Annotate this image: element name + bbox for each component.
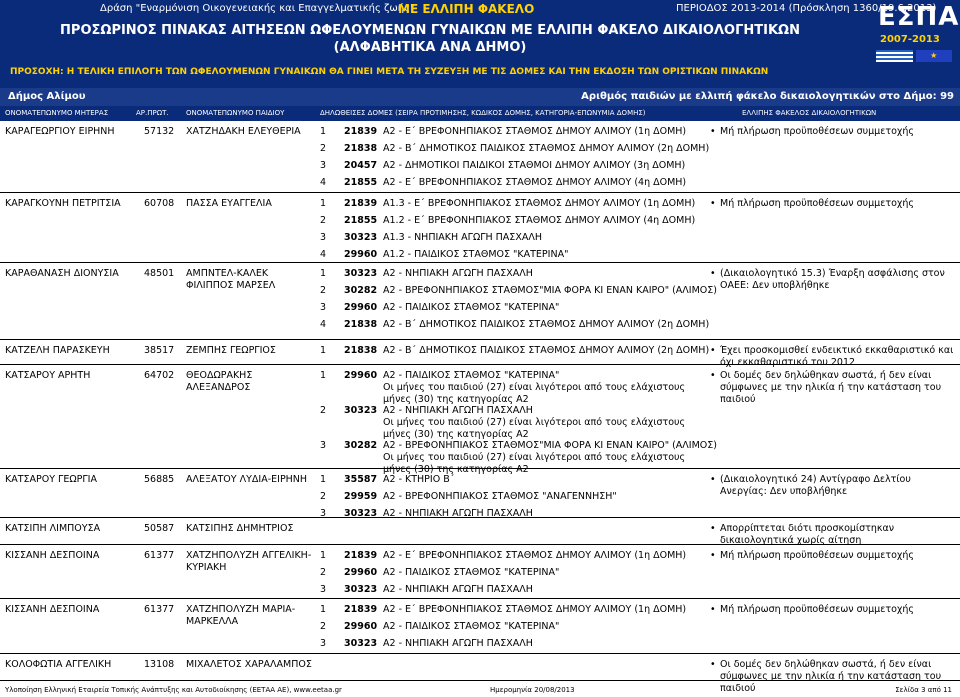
- structure-name: Α2 - ΠΑΙΔΙΚΟΣ ΣΤΑΘΜΟΣ "ΚΑΤΕΡΙΝΑ": [383, 370, 560, 381]
- child-name: ΚΑΤΣΙΠΗΣ ΔΗΜΗΤΡΙΟΣ: [186, 523, 294, 534]
- preference-number: 4: [320, 177, 327, 188]
- child-name: ΜΙΧΑΛΕΤΟΣ ΧΑΡΑΛΑΜΠΟΣ: [186, 659, 312, 670]
- table-row: [0, 365, 960, 475]
- espa-logo: [870, 2, 960, 66]
- mother-name: ΚΙΣΣΑΝΗ ΔΕΣΠΟΙΝΑ: [5, 604, 100, 615]
- structure-code: 21839: [344, 198, 378, 209]
- structure-name: Α2 - ΠΑΙΔΙΚΟΣ ΣΤΑΘΜΟΣ "ΚΑΤΕΡΙΝΑ": [383, 567, 560, 578]
- structure-code: 29960: [344, 621, 378, 632]
- structure-option: [0, 638, 710, 654]
- protocol-number: 60708: [144, 198, 175, 209]
- preference-number: 1: [320, 474, 327, 485]
- mother-name: ΚΑΤΣΑΡΟΥ ΑΡΗΤΗ: [5, 370, 91, 381]
- structure-code: 29960: [344, 249, 378, 260]
- structure-option: [0, 285, 717, 301]
- structure-option: [0, 319, 710, 335]
- header-banner: [0, 0, 960, 88]
- table-row: [0, 469, 960, 518]
- footer: [0, 682, 960, 697]
- preference-number: 4: [320, 319, 327, 330]
- preference-number: 1: [320, 345, 327, 356]
- protocol-number: 56885: [144, 474, 175, 485]
- structure-option: [0, 567, 710, 583]
- preference-number: 3: [320, 232, 327, 243]
- structure-name: Α2 - Β΄ ΔΗΜΟΤΙΚΟΣ ΠΑΙΔΙΚΟΣ ΣΤΑΘΜΟΣ ΔΗΜΟΥ ΑΛΙΜΟΥ (2η ΔΟΜΗ): [383, 319, 710, 330]
- footer-implementer: Υλοποίηση Ελληνική Εταιρεία Τοπικής Ανάπτυξης και Αυτοδιοίκησης (ΕΕΤΑΑ ΑΕ), www.eetaa.gr: [5, 686, 342, 694]
- child-name: ΑΜΠΝΤΕΛ-ΚΑΛΕΚ ΦΙΛΙΠΠΟΣ ΜΑΡΣΕΛ: [186, 268, 276, 291]
- preference-number: 2: [320, 405, 327, 416]
- structure-code: 29960: [344, 567, 378, 578]
- structure-name: Α1.3 - Ε΄ ΒΡΕΦΟΝΗΠΙΑΚΟΣ ΣΤΑΘΜΟΣ ΔΗΜΟΥ ΑΛΙΜΟΥ (1η ΔΟΜΗ): [383, 198, 696, 209]
- missing-documents: [710, 604, 958, 616]
- bullet-icon: •: [710, 198, 716, 209]
- col-protocol: ΑΡ.ΠΡΩΤ.: [136, 109, 169, 117]
- bullet-icon: •: [710, 345, 716, 356]
- structure-code: 21839: [344, 604, 378, 615]
- missing-documents: [710, 268, 958, 292]
- structure-name: Α1.3 - ΝΗΠΙΑΚΗ ΑΓΩΓΗ ΠΑΣΧΑΛΗ: [383, 232, 542, 243]
- structure-code: 21855: [344, 177, 378, 188]
- missing-reason: (Δικαιολογητικό 15.3) Έναρξη ασφάλισης στον ΟΑΕΕ: Δεν υποβλήθηκε: [720, 268, 945, 291]
- structure-code: 30323: [344, 232, 378, 243]
- structure-name: Α2 - ΝΗΠΙΑΚΗ ΑΓΩΓΗ ΠΑΣΧΑΛΗ: [383, 584, 533, 595]
- structure-option: [0, 143, 710, 159]
- program-name: Δράση "Εναρμόνιση Οικογενειακής και Επαγγελματικής ζωής": [100, 3, 415, 14]
- table-row: [0, 193, 960, 263]
- structure-note: Οι μήνες του παιδιού (27) είναι λιγότεροι από τους ελάχιστους μήνες (30) της κατηγορίας Α2: [383, 382, 686, 405]
- structure-code: 30323: [344, 508, 378, 519]
- missing-reason: Μή πλήρωση προϋποθέσεων συμμετοχής: [720, 550, 914, 561]
- missing-documents: [710, 523, 958, 547]
- municipality-name: Δήμος Αλίμου: [8, 91, 86, 102]
- bullet-icon: •: [710, 604, 716, 615]
- structure-option: [0, 302, 710, 318]
- missing-reason: Μή πλήρωση προϋποθέσεων συμμετοχής: [720, 198, 914, 209]
- missing-documents: [710, 370, 958, 406]
- missing-reason: Μή πλήρωση προϋποθέσεων συμμετοχής: [720, 604, 914, 615]
- preference-number: 1: [320, 550, 327, 561]
- mother-name: ΚΑΤΣΑΡΟΥ ΓΕΩΡΓΙΑ: [5, 474, 97, 485]
- page-subtitle: (ΑΛΦΑΒΗΤΙΚΑ ΑΝΑ ΔΗΜΟ): [333, 40, 527, 55]
- footer-date: Ημερομηνία 20/08/2013: [490, 686, 575, 694]
- missing-documents: [710, 126, 958, 138]
- structure-option: [0, 550, 710, 566]
- page-title: ΠΡΟΣΩΡΙΝΟΣ ΠΙΝΑΚΑΣ ΑΙΤΗΣΕΩΝ ΩΦΕΛΟΥΜΕΝΩΝ ΓΥΝΑΙΚΩΝ ΜΕ ΕΛΛΙΠΗ ΦΑΚΕΛΟ ΔΙΚΑΙΟΛΟΓΗΤΙΚΩΝ: [60, 23, 800, 38]
- bullet-icon: •: [710, 268, 716, 279]
- structure-option: [0, 440, 717, 475]
- flags: [876, 50, 952, 62]
- protocol-number: 48501: [144, 268, 175, 279]
- child-name: ΧΑΤΖΗΠΟΛΥΖΗ ΑΓΓΕΛΙΚΗ-ΚΥΡΙΑΚΗ: [186, 550, 312, 573]
- structure-code: 30323: [344, 405, 378, 416]
- bullet-icon: •: [710, 523, 716, 534]
- col-child: ΟΝΟΜΑΤΕΠΩΝΥΜΟ ΠΑΙΔΙΟΥ: [186, 109, 285, 117]
- missing-documents: [710, 474, 958, 498]
- missing-reason: Μή πλήρωση προϋποθέσεων συμμετοχής: [720, 126, 914, 137]
- bullet-icon: •: [710, 659, 716, 670]
- mother-name: ΚΑΡΑΓΕΩΡΓΙΟΥ ΕΙΡΗΝΗ: [5, 126, 115, 137]
- preference-number: 3: [320, 638, 327, 649]
- greek-flag-icon: [876, 50, 913, 62]
- structure-code: 21838: [344, 319, 378, 330]
- protocol-number: 13108: [144, 659, 175, 670]
- structure-code: 30323: [344, 584, 378, 595]
- structure-name: Α2 - ΝΗΠΙΑΚΗ ΑΓΩΓΗ ΠΑΣΧΑΛΗ: [383, 508, 533, 519]
- structure-name: Α2 - Β΄ ΔΗΜΟΤΙΚΟΣ ΠΑΙΔΙΚΟΣ ΣΤΑΘΜΟΣ ΔΗΜΟΥ ΑΛΙΜΟΥ (2η ΔΟΜΗ): [383, 143, 710, 154]
- preference-number: 3: [320, 584, 327, 595]
- structure-option: [0, 215, 710, 231]
- protocol-number: 61377: [144, 550, 175, 561]
- structure-code: 29960: [344, 302, 378, 313]
- preference-number: 3: [320, 302, 327, 313]
- preference-number: 2: [320, 567, 327, 578]
- warning-notice: ΠΡΟΣΟΧΗ: Η ΤΕΛΙΚΗ ΕΠΙΛΟΓΗ ΤΩΝ ΩΦΕΛΟΥΜΕΝΩΝ ΓΥΝΑΙΚΩΝ ΘΑ ΓΙΝΕΙ ΜΕΤΑ ΤΗ ΣΥΖΕΥΞΗ ΜΕ ΤΙΣ ΔΟΜΕΣ ΚΑΙ ΤΗΝ ΕΚΔΟΣΗ ΤΩΝ ΟΡΙΣΤΙΚΩΝ ΠΙΝΑΚΩΝ: [10, 67, 769, 77]
- child-name: ΧΑΤΖΗΔΑΚΗ ΕΛΕΥΘΕΡΙΑ: [186, 126, 301, 137]
- preference-number: 1: [320, 604, 327, 615]
- preference-number: 1: [320, 268, 327, 279]
- bullet-icon: •: [710, 474, 716, 485]
- structure-name: Α2 - Ε΄ ΒΡΕΦΟΝΗΠΙΑΚΟΣ ΣΤΑΘΜΟΣ ΔΗΜΟΥ ΑΛΙΜΟΥ (1η ΔΟΜΗ): [383, 550, 687, 561]
- structure-option: [0, 198, 710, 214]
- structure-note: Οι μήνες του παιδιού (27) είναι λιγότεροι από τους ελάχιστους μήνες (30) της κατηγορίας Α2: [383, 452, 686, 475]
- column-header-row: [0, 106, 960, 121]
- mother-name: ΚΑΤΖΕΛΗ ΠΑΡΑΣΚΕΥΗ: [5, 345, 110, 356]
- structure-code: 21838: [344, 345, 378, 356]
- missing-reason: Οι δομές δεν δηλώθηκαν σωστά, ή δεν είναι σύμφωνες με την ηλικία ή την κατάσταση του παιδιού: [720, 659, 942, 694]
- structure-note: Οι μήνες του παιδιού (27) είναι λιγότεροι από τους ελάχιστους μήνες (30) της κατηγορίας Α2: [383, 417, 686, 440]
- structure-code: 30323: [344, 268, 378, 279]
- col-structures: ΔΗΛΩΘΕΙΣΕΣ ΔΟΜΕΣ (ΣΕΙΡΑ ΠΡΟΤΙΜΗΣΗΣ, ΚΩΔΙΚΟΣ ΔΟΜΗΣ, ΚΑΤΗΓΟΡΙΑ-ΕΠΩΝΥΜΙΑ ΔΟΜΗΣ): [320, 109, 646, 117]
- structure-name: Α2 - ΠΑΙΔΙΚΟΣ ΣΤΑΘΜΟΣ "ΚΑΤΕΡΙΝΑ": [383, 621, 560, 632]
- period-label: ΠΕΡΙΟΔΟΣ 2013-2014 (Πρόσκληση 1360/19.6.2013): [676, 3, 937, 14]
- missing-reason: Απορρίπτεται διότι προσκομίστηκαν δικαιολογητικά χωρίς αίτηση: [720, 523, 895, 546]
- missing-reason: Οι δομές δεν δηλώθηκαν σωστά, ή δεν είναι σύμφωνες με την ηλικία ή την κατάσταση του παιδιού: [720, 370, 942, 405]
- structure-name: Α2 - Ε΄ ΒΡΕΦΟΝΗΠΙΑΚΟΣ ΣΤΑΘΜΟΣ ΔΗΜΟΥ ΑΛΙΜΟΥ (1η ΔΟΜΗ): [383, 126, 687, 137]
- preference-number: 3: [320, 508, 327, 519]
- table-row: [0, 545, 960, 599]
- missing-reason: Έχει προσκομισθεί ενδεικτικό εκκαθαριστικό και όχι εκκαθαριστικό του 2012: [720, 345, 954, 368]
- structure-code: 35587: [344, 474, 378, 485]
- child-name: ΠΑΣΣΑ ΕΥΑΓΓΕΛΙΑ: [186, 198, 272, 209]
- structure-option: [0, 604, 710, 620]
- child-name: ΖΕΜΠΗΣ ΓΕΩΡΓΙΟΣ: [186, 345, 276, 356]
- category-label: ΜΕ ΕΛΛΙΠΗ ΦΑΚΕΛΟ: [398, 2, 535, 16]
- mother-name: ΚΑΡΑΘΑΝΑΣΗ ΔΙΟΝΥΣΙΑ: [5, 268, 119, 279]
- structure-name: Α2 - ΒΡΕΦΟΝΗΠΙΑΚΟΣ ΣΤΑΘΜΟΣ"ΜΙΑ ΦΟΡΑ ΚΙ ΕΝΑΝ ΚΑΙΡΟ" (ΑΛΙΜΟΣ): [383, 440, 717, 451]
- structure-name: Α2 - ΠΑΙΔΙΚΟΣ ΣΤΑΘΜΟΣ "ΚΑΤΕΡΙΝΑ": [383, 302, 560, 313]
- col-mother: ΟΝΟΜΑΤΕΠΩΝΥΜΟ ΜΗΤΕΡΑΣ: [5, 109, 109, 117]
- preference-number: 2: [320, 621, 327, 632]
- structure-code: 21839: [344, 126, 378, 137]
- structure-code: 30282: [344, 285, 378, 296]
- structure-option: [0, 160, 710, 176]
- structure-code: 20457: [344, 160, 378, 171]
- structure-code: 30282: [344, 440, 378, 451]
- structure-option: [0, 584, 710, 600]
- mother-name: ΚΙΣΣΑΝΗ ΔΕΣΠΟΙΝΑ: [5, 550, 100, 561]
- protocol-number: 38517: [144, 345, 175, 356]
- structure-code: 30323: [344, 638, 378, 649]
- mother-name: ΚΟΛΟΦΩΤΙΑ ΑΓΓΕΛΙΚΗ: [5, 659, 112, 670]
- missing-documents: [710, 198, 958, 210]
- protocol-number: 61377: [144, 604, 175, 615]
- structure-name: Α2 - ΝΗΠΙΑΚΗ ΑΓΩΓΗ ΠΑΣΧΑΛΗ: [383, 268, 533, 279]
- structure-name: Α2 - ΝΗΠΙΑΚΗ ΑΓΩΓΗ ΠΑΣΧΑΛΗ: [383, 638, 533, 649]
- structure-option: [0, 621, 710, 637]
- preference-number: 3: [320, 440, 327, 451]
- protocol-number: 50587: [144, 523, 175, 534]
- bullet-icon: •: [710, 126, 716, 137]
- table-row: [0, 599, 960, 654]
- bullet-icon: •: [710, 370, 716, 381]
- preference-number: 1: [320, 198, 327, 209]
- structure-name: Α2 - ΒΡΕΦΟΝΗΠΙΑΚΟΣ ΣΤΑΘΜΟΣ"ΜΙΑ ΦΟΡΑ ΚΙ ΕΝΑΝ ΚΑΙΡΟ" (ΑΛΙΜΟΣ): [383, 285, 717, 296]
- structure-option: [0, 268, 710, 284]
- structure-code: 21838: [344, 143, 378, 154]
- protocol-number: 64702: [144, 370, 175, 381]
- espa-logo-text: ΕΣΠΑ: [878, 2, 960, 32]
- structure-option: [0, 370, 710, 405]
- child-name: ΑΛΕΞΑΤΟΥ ΛΥΔΙΑ-ΕΙΡΗΝΗ: [186, 474, 308, 485]
- municipality-count: Αριθμός παιδιών με ελλιπή φάκελο δικαιολογητικών στο Δήμο: 99: [581, 91, 954, 102]
- preference-number: 2: [320, 143, 327, 154]
- protocol-number: 57132: [144, 126, 175, 137]
- structure-code: 29959: [344, 491, 378, 502]
- table-row: [0, 340, 960, 368]
- mother-name: ΚΑΡΑΓΚΟΥΝΗ ΠΕΤΡΙΤΣΙΑ: [5, 198, 121, 209]
- mother-name: ΚΑΤΣΙΠΗ ΛΙΜΠΟΥΣΑ: [5, 523, 101, 534]
- structure-option: [0, 491, 710, 507]
- structure-option: [0, 126, 710, 142]
- eu-flag-icon: ★: [916, 50, 953, 62]
- table-row: [0, 121, 960, 193]
- structure-name: Α1.2 - Ε΄ ΒΡΕΦΟΝΗΠΙΑΚΟΣ ΣΤΑΘΜΟΣ ΔΗΜΟΥ ΑΛΙΜΟΥ (4η ΔΟΜΗ): [383, 215, 696, 226]
- bullet-icon: •: [710, 550, 716, 561]
- municipality-bar: [0, 88, 960, 106]
- structure-option: [0, 177, 710, 193]
- structure-name: Α1.2 - ΠΑΙΔΙΚΟΣ ΣΤΑΘΜΟΣ "ΚΑΤΕΡΙΝΑ": [383, 249, 569, 260]
- espa-logo-years: 2007-2013: [880, 34, 940, 45]
- table-row: [0, 263, 960, 340]
- structure-name: Α2 - Ε΄ ΒΡΕΦΟΝΗΠΙΑΚΟΣ ΣΤΑΘΜΟΣ ΔΗΜΟΥ ΑΛΙΜΟΥ (4η ΔΟΜΗ): [383, 177, 687, 188]
- preference-number: 2: [320, 491, 327, 502]
- col-missing: ΕΛΛΙΠΗΣ ΦΑΚΕΛΟΣ ΔΙΚΑΙΟΛΟΓΗΤΙΚΩΝ: [742, 109, 877, 117]
- structure-name: Α2 - ΔΗΜΟΤΙΚΟΙ ΠΑΙΔΙΚΟΙ ΣΤΑΘΜΟΙ ΔΗΜΟΥ ΑΛΙΜΟΥ (3η ΔΟΜΗ): [383, 160, 686, 171]
- structure-name: Α2 - Ε΄ ΒΡΕΦΟΝΗΠΙΑΚΟΣ ΣΤΑΘΜΟΣ ΔΗΜΟΥ ΑΛΙΜΟΥ (1η ΔΟΜΗ): [383, 604, 687, 615]
- structure-code: 29960: [344, 370, 378, 381]
- structure-name: Α2 - ΒΡΕΦΟΝΗΠΙΑΚΟΣ ΣΤΑΘΜΟΣ "ΑΝΑΓΕΝΝΗΣΗ": [383, 491, 617, 502]
- preference-number: 1: [320, 126, 327, 137]
- preference-number: 3: [320, 160, 327, 171]
- missing-documents: [710, 550, 958, 562]
- child-name: ΧΑΤΖΗΠΟΛΥΖΗ ΜΑΡΙΑ-ΜΑΡΚΕΛΛΑ: [186, 604, 296, 627]
- table-row: [0, 518, 960, 545]
- footer-page: Σελίδα 3 από 11: [895, 686, 952, 694]
- missing-reason: (Δικαιολογητικό 24) Αντίγραφο Δελτίου Ανεργίας: Δεν υποβλήθηκε: [720, 474, 911, 497]
- structure-option: [0, 232, 710, 248]
- preference-number: 1: [320, 370, 327, 381]
- child-name: ΘΕΟΔΩΡΑΚΗΣ ΑΛΕΞΑΝΔΡΟΣ: [186, 370, 253, 393]
- structure-option: [0, 474, 710, 490]
- structure-name: Α2 - ΚΤΗΡΙΟ Β΄: [383, 474, 455, 485]
- preference-number: 2: [320, 285, 327, 296]
- structure-code: 21839: [344, 550, 378, 561]
- structure-code: 21855: [344, 215, 378, 226]
- preference-number: 4: [320, 249, 327, 260]
- structure-option: [0, 405, 710, 440]
- structure-name: Α2 - ΝΗΠΙΑΚΗ ΑΓΩΓΗ ΠΑΣΧΑΛΗ: [383, 405, 533, 416]
- structure-name: Α2 - Β΄ ΔΗΜΟΤΙΚΟΣ ΠΑΙΔΙΚΟΣ ΣΤΑΘΜΟΣ ΔΗΜΟΥ ΑΛΙΜΟΥ (2η ΔΟΜΗ): [383, 345, 710, 356]
- preference-number: 2: [320, 215, 327, 226]
- structure-option: [0, 345, 710, 361]
